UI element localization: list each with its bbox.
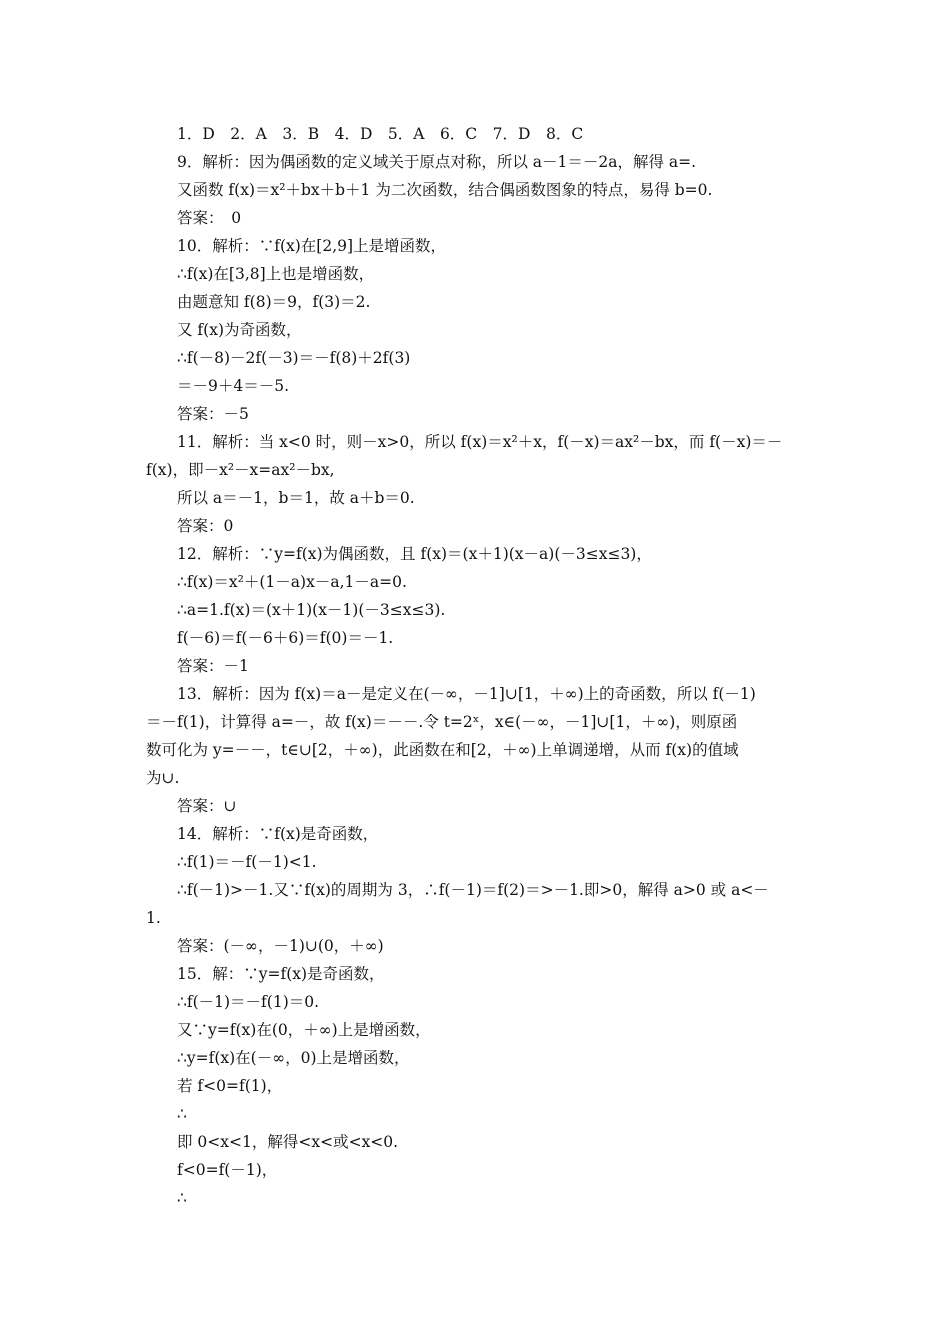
q10-answer: 答案：－5 [177,405,249,423]
q15-line8: f<0=f(－1)， [177,1161,278,1179]
q13-answer: 答案：∪ [177,797,237,815]
q13-line2: ＝－f(1)，计算得 a=－，故 f(x)＝－－.令 t=2ˣ，x∈(－∞，－1]∪[1，＋∞)，则原函 [146,713,738,731]
q12-line4: f(－6)＝f(－6＋6)＝f(0)＝－1. [177,629,394,647]
q11-analysis: 11．解析：当 x<0 时，则－x>0，所以 f(x)＝x²＋x，f(－x)＝ax²－bx，而 f(－x)＝－ [177,433,783,451]
q12-line3: ∴a=1.f(x)＝(x＋1)(x－1)(－3≤x≤3). [177,601,446,619]
q11-answer: 答案：0 [177,517,234,535]
q14-line3: ∴f(－1)>－1.又∵f(x)的周期为 3，∴f(－1)＝f(2)＝>－1.即>0，解得 a>0 或 a<－ [177,881,769,899]
q13-analysis: 13．解析：因为 f(x)＝a－是定义在(－∞，－1]∪[1，＋∞)上的奇函数，所以 f(－1) [177,685,756,703]
q9-line2: 又函数 f(x)＝x²＋bx＋b＋1 为二次函数，结合偶函数图象的特点，易得 b=0. [177,181,713,199]
q14-answer: 答案：(－∞，－1)∪(0，＋∞) [177,937,384,955]
q10-line4: 又 f(x)为奇函数， [177,321,302,339]
q15-line5: 若 f<0=f(1)， [177,1077,283,1095]
q14-analysis: 14．解析：∵f(x)是奇函数， [177,825,379,843]
q11-line2: f(x)，即－x²－x=ax²－bx, [146,461,335,479]
answer-list: 1．D 2．A 3．B 4．D 5．A 6．C 7．D 8．C [177,125,584,143]
q10-line6: ＝－9＋4＝－5. [177,377,290,395]
q14-line2: ∴f(1)＝－f(－1)<1. [177,853,317,871]
q11-line3: 所以 a＝－1，b＝1，故 a＋b＝0. [177,489,415,507]
q15-solution: 15．解：∵y=f(x)是奇函数， [177,965,385,983]
q9-answer: 答案： 0 [177,209,242,227]
q10-analysis: 10．解析：∵f(x)在[2,9]上是增函数， [177,237,447,255]
q13-line4: 为∪. [146,769,180,787]
q15-line3: 又∵y=f(x)在(0，＋∞)上是增函数， [177,1021,431,1039]
q12-answer: 答案：－1 [177,657,249,675]
q12-analysis: 12．解析：∵y=f(x)为偶函数，且 f(x)＝(x＋1)(x－a)(－3≤x≤3)， [177,545,652,563]
q15-line7: 即 0<x<1，解得<x<或<x<0. [177,1133,399,1151]
q10-line2: ∴f(x)在[3,8]上也是增函数， [177,265,375,283]
q15-line6: ∴ [177,1105,187,1123]
q15-line9: ∴ [177,1189,187,1207]
q15-line2: ∴f(－1)＝－f(1)＝0. [177,993,320,1011]
q10-line3: 由题意知 f(8)＝9，f(3)＝2. [177,293,371,311]
q12-line2: ∴f(x)＝x²＋(1－a)x－a,1－a=0. [177,573,407,591]
q13-line3: 数可化为 y=－－，t∈∪[2，＋∞)，此函数在和[2，＋∞)上单调递增，从而 f(x)的值域 [146,741,739,759]
q15-line4: ∴y=f(x)在(－∞，0)上是增函数， [177,1049,410,1067]
q10-line5: ∴f(－8)－2f(－3)＝－f(8)＋2f(3) [177,349,411,367]
q9-analysis: 9．解析：因为偶函数的定义域关于原点对称，所以 a－1＝－2a，解得 a=. [177,153,697,171]
q14-line4: 1. [146,909,161,927]
